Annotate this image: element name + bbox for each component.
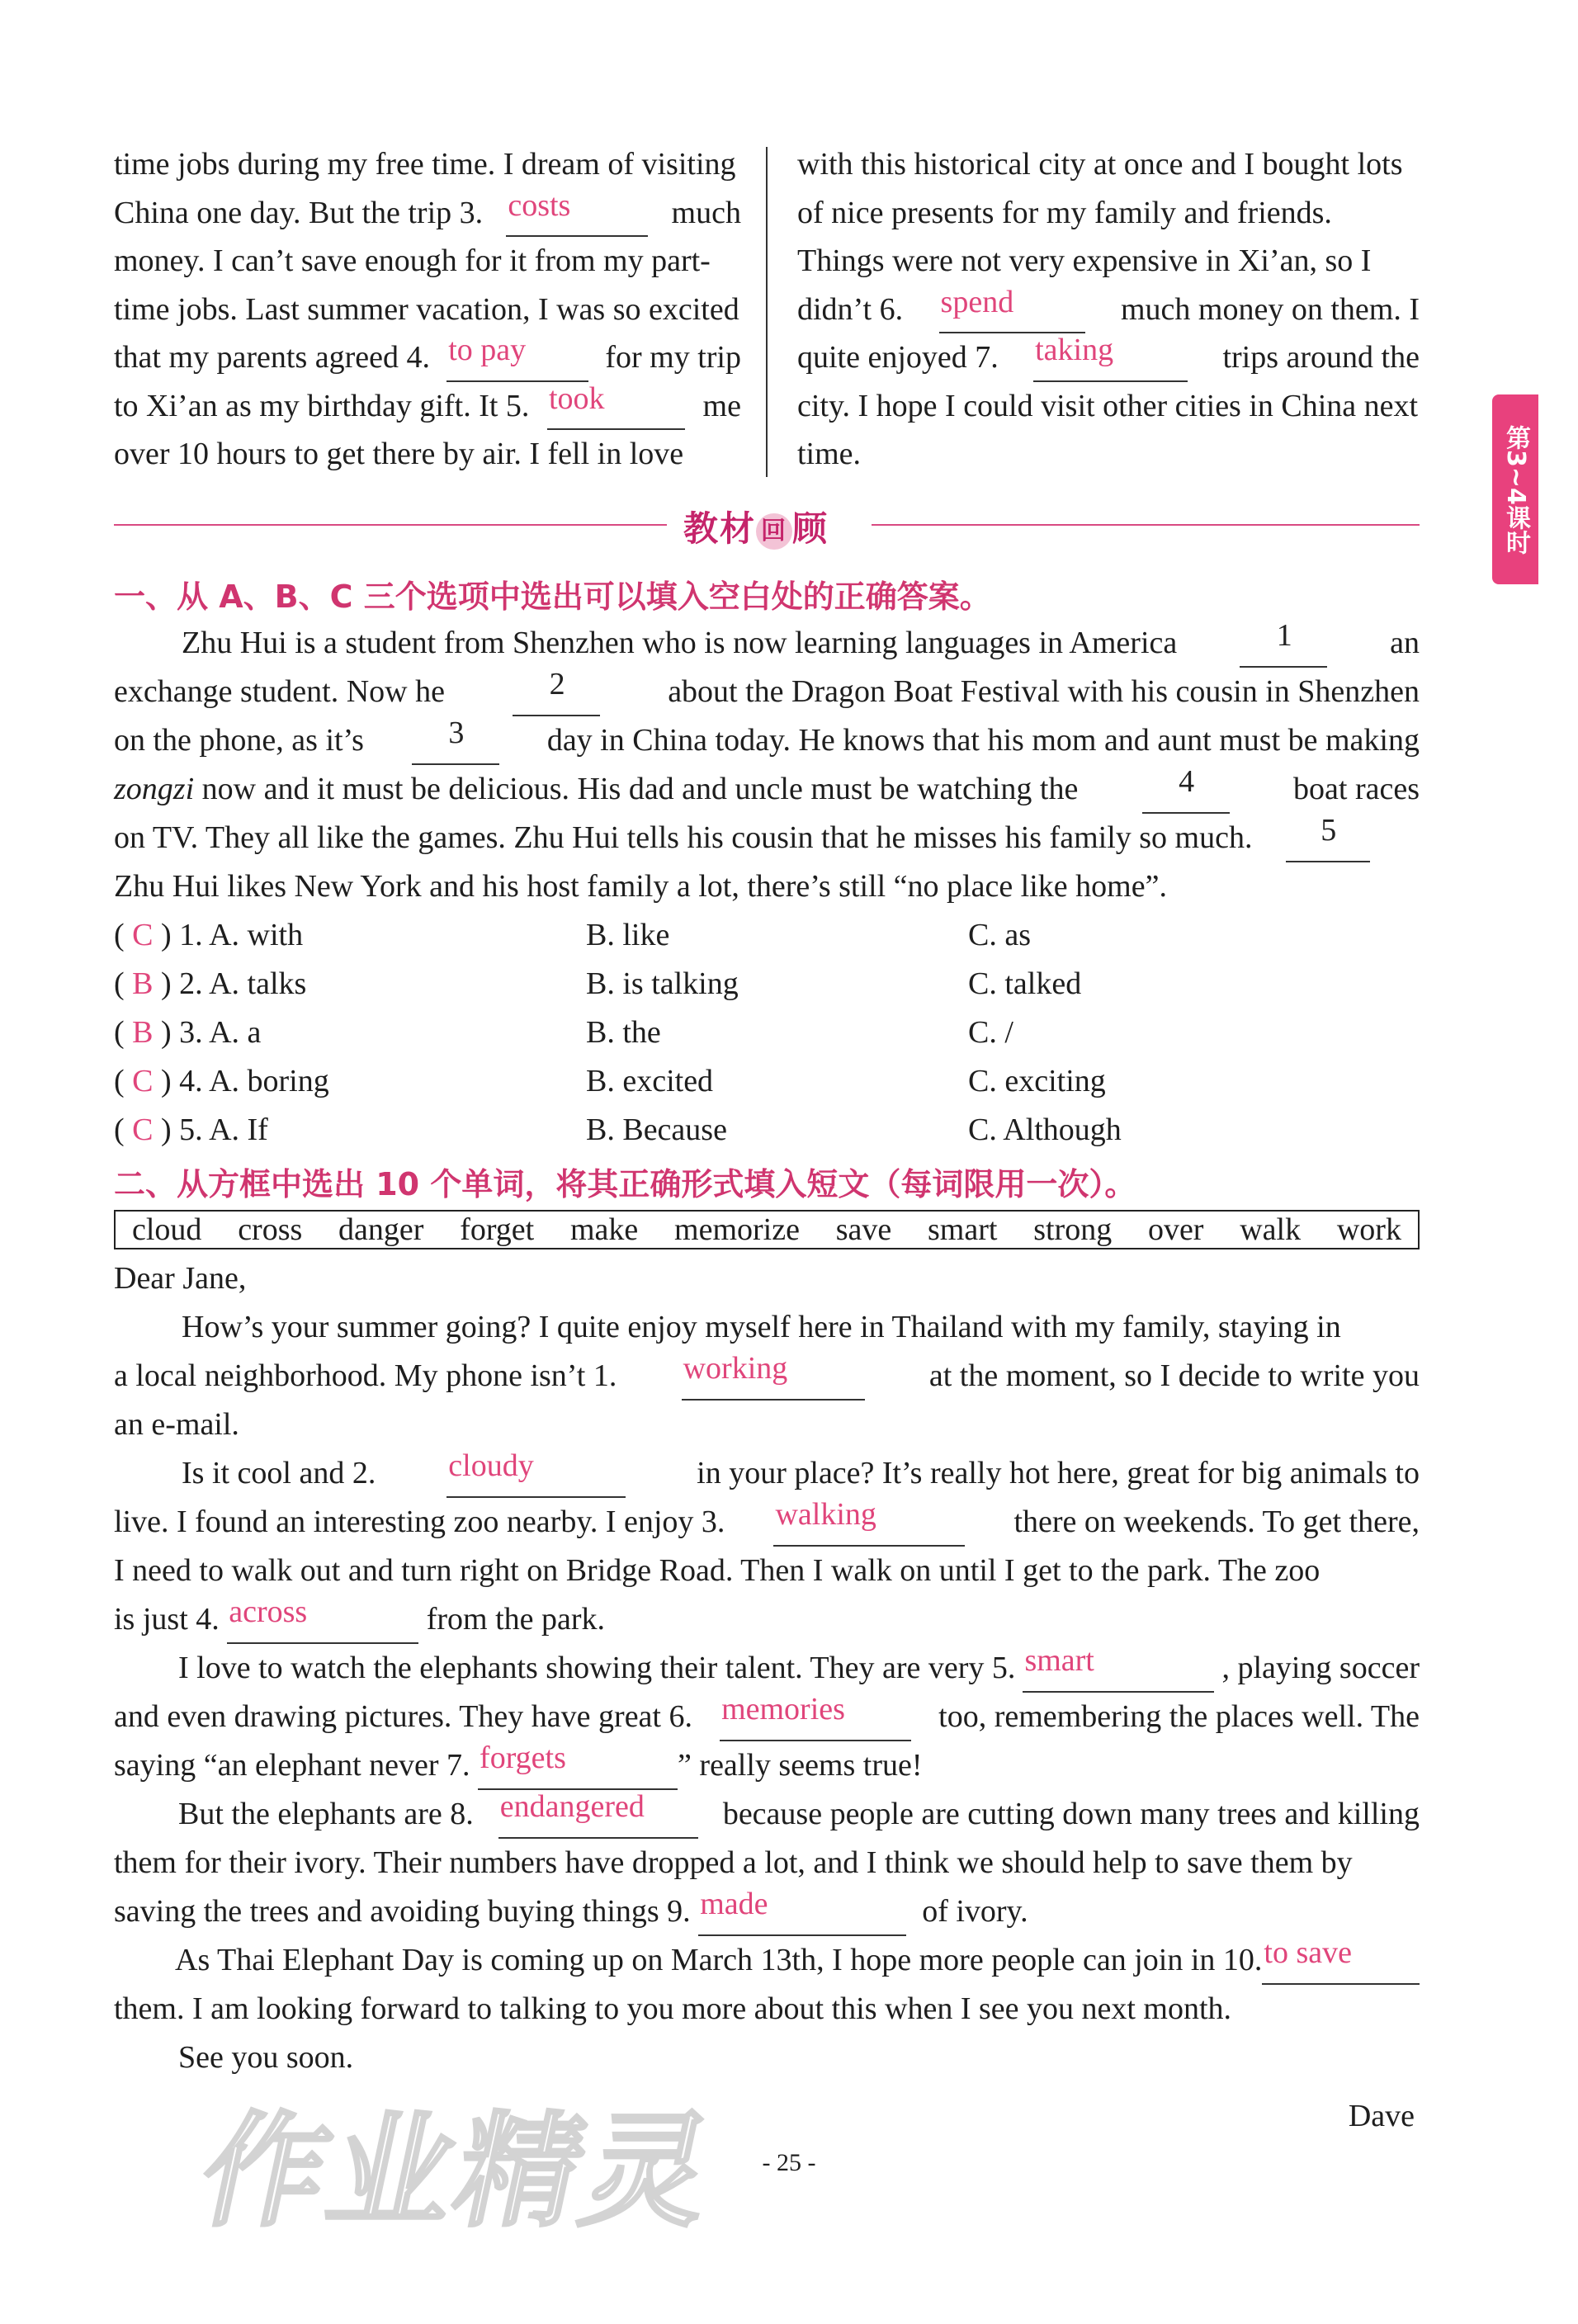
answer-3: costs — [506, 189, 648, 238]
banner-title: 教材 回 顾 — [683, 508, 829, 549]
answer-7: taking — [1033, 333, 1188, 382]
column-divider — [766, 147, 768, 477]
answer-2: cloudy — [446, 1449, 626, 1498]
text-line: quite enjoyed 7. taking trips around the — [797, 333, 1420, 382]
option-row: ( C ) 5. A. If B. Because C. Although — [114, 1112, 1122, 1147]
watermark-logo: 作业精灵 — [188, 2100, 728, 2244]
word: forget — [460, 1212, 535, 1247]
answer-5: took — [547, 382, 685, 431]
letter-greeting: Dear Jane, — [114, 1261, 247, 1296]
top-passage — [114, 140, 1420, 495]
text-line: exchange student. Now he 2 about the Dragon Boat Festival with his cousin in Shenzhen — [114, 668, 1420, 716]
text-line: them. I am looking forward to talking to you more about this when I see you next month. — [114, 1991, 1232, 2026]
letter — [114, 1254, 1420, 2082]
banner-rule-right — [872, 524, 1420, 526]
word: strong — [1033, 1212, 1113, 1247]
answer-4: across — [227, 1595, 418, 1644]
answer-choice: C — [132, 1112, 154, 1147]
answer-10: to save — [1262, 1936, 1420, 1985]
text-line: and even drawing pictures. They have great 6. memories too, remembering the places well. The — [114, 1693, 1420, 1741]
lesson-side-tab: 第3~4课时 — [1492, 394, 1538, 584]
text-line: China one day. But the trip 3. costs much — [114, 189, 741, 238]
text-line: saving the trees and avoiding buying things 9. made of ivory. — [114, 1887, 1420, 1936]
text-line: with this historical city at once and I bought lots — [797, 147, 1403, 182]
option-row: ( C ) 1. A. with B. like C. as — [114, 918, 1031, 952]
text-line: See you soon. — [178, 2040, 354, 2075]
answer-6: spend — [939, 286, 1085, 334]
text-line: Zhu Hui is a student from Shenzhen who is now learning languages in America 1 an — [114, 619, 1420, 668]
text-line: I need to walk out and turn right on Bridge Road. Then I walk on until I get to the park. The zoo — [114, 1553, 1321, 1588]
answer-1: working — [682, 1352, 865, 1401]
blank-3: 3 — [412, 716, 499, 765]
text-line: live. I found an interesting zoo nearby. I enjoy 3. walking there on weekends. To get there, — [114, 1498, 1420, 1547]
word: cross — [238, 1212, 303, 1247]
word: memorize — [674, 1212, 800, 1247]
text-line: time. — [797, 437, 862, 471]
blank-5: 5 — [1286, 814, 1370, 862]
word: walk — [1240, 1212, 1302, 1247]
answer-8: endangered — [498, 1790, 698, 1839]
option-row: ( B ) 3. A. a B. the C. / — [114, 1015, 1013, 1050]
word: smart — [928, 1212, 998, 1247]
section1-heading: 一、从 A、B、C 三个选项中选出可以填入空白处的正确答案。 — [114, 579, 991, 615]
text-line: them for their ivory. Their numbers have dropped a lot, and I think we should help to save them by — [114, 1845, 1353, 1880]
page-number: - 25 - — [762, 2149, 816, 2176]
text-line: didn’t 6. spend much money on them. I — [797, 286, 1420, 334]
word-box — [114, 1210, 1420, 1249]
text-line: over 10 hours to get there by air. I fell in love — [114, 437, 684, 471]
banner-circle: 回 — [756, 513, 792, 550]
answer-5: smart — [1023, 1644, 1214, 1693]
text-line: on TV. They all like the games. Zhu Hui tells his cousin that he misses his family so much. 5 — [114, 814, 1420, 862]
right-column — [797, 140, 1420, 479]
answer-9: made — [698, 1887, 906, 1936]
left-column — [114, 140, 741, 479]
text-line: on the phone, as it’s 3 day in China today. He knows that his mom and aunt must be making — [114, 716, 1420, 765]
answer-choice: B — [132, 966, 154, 1001]
word: work — [1336, 1212, 1401, 1247]
text-line: Things were not very expensive in Xi’an, so I — [797, 243, 1372, 278]
word: over — [1147, 1212, 1204, 1247]
answer-choice: B — [132, 1015, 154, 1050]
text-line: I love to watch the elephants showing their talent. They are very 5. smart , playing soccer — [114, 1644, 1420, 1693]
answer-4: to pay — [446, 333, 588, 382]
text-line: But the elephants are 8. endangered because people are cutting down many trees and killing — [114, 1790, 1420, 1839]
text-line: time jobs. Last summer vacation, I was so excited — [114, 291, 739, 327]
answer-choice: C — [132, 1064, 154, 1098]
text-line: an e-mail. — [114, 1407, 239, 1442]
answer-choice: C — [132, 918, 154, 952]
text-line: Zhu Hui likes New York and his host family a lot, there’s still “no place like home”. — [114, 869, 1167, 904]
section-banner — [114, 502, 1420, 549]
word: save — [835, 1212, 892, 1247]
text-line: of nice presents for my family and friends. — [797, 195, 1332, 230]
option-row: ( B ) 2. A. talks B. is talking C. talked — [114, 966, 1082, 1001]
word: cloud — [132, 1212, 202, 1247]
banner-rule-left — [114, 524, 667, 526]
option-row: ( C ) 4. A. boring B. excited C. exciting — [114, 1064, 1106, 1098]
word: make — [569, 1212, 639, 1247]
blank-4: 4 — [1142, 765, 1230, 814]
text-line: money. I can’t save enough for it from my part- — [114, 243, 711, 278]
signature: Dave — [1348, 2099, 1415, 2133]
text-line: that my parents agreed 4. to pay for my trip — [114, 333, 741, 382]
text-line: zongzi now and it must be delicious. His dad and uncle must be watching the 4 boat races — [114, 765, 1420, 814]
text-line: Is it cool and 2. cloudy in your place? It’s really hot here, great for big animals to — [114, 1449, 1420, 1498]
text-line: How’s your summer going? I quite enjoy myself here in Thailand with my family, staying in — [182, 1310, 1341, 1344]
answer-7: forgets — [478, 1741, 678, 1790]
blank-1: 1 — [1240, 619, 1327, 668]
text-line: a local neighborhood. My phone isn’t 1. working at the moment, so I decide to write you — [114, 1352, 1420, 1401]
section1-passage — [114, 619, 1420, 911]
text-line: As Thai Elephant Day is coming up on March 13th, I hope more people can join in 10. to save — [114, 1936, 1420, 1985]
text-line: city. I hope I could visit other cities in China next — [797, 388, 1419, 423]
word: danger — [338, 1212, 424, 1247]
text-line: to Xi’an as my birthday gift. It 5. took me — [114, 382, 741, 431]
section2-heading: 二、从方框中选出 10 个单词，将其正确形式填入短文（每词限用一次）。 — [114, 1166, 1136, 1202]
text-line: time jobs during my free time. I dream of visiting — [114, 147, 736, 182]
options-list — [114, 911, 1420, 1155]
blank-2: 2 — [513, 668, 600, 716]
text-line: is just 4. across from the park. — [114, 1595, 1420, 1644]
text-line: saying “an elephant never 7. forgets ” really seems true! — [114, 1741, 1420, 1790]
answer-6: memories — [720, 1693, 911, 1741]
answer-3: walking — [773, 1498, 965, 1547]
